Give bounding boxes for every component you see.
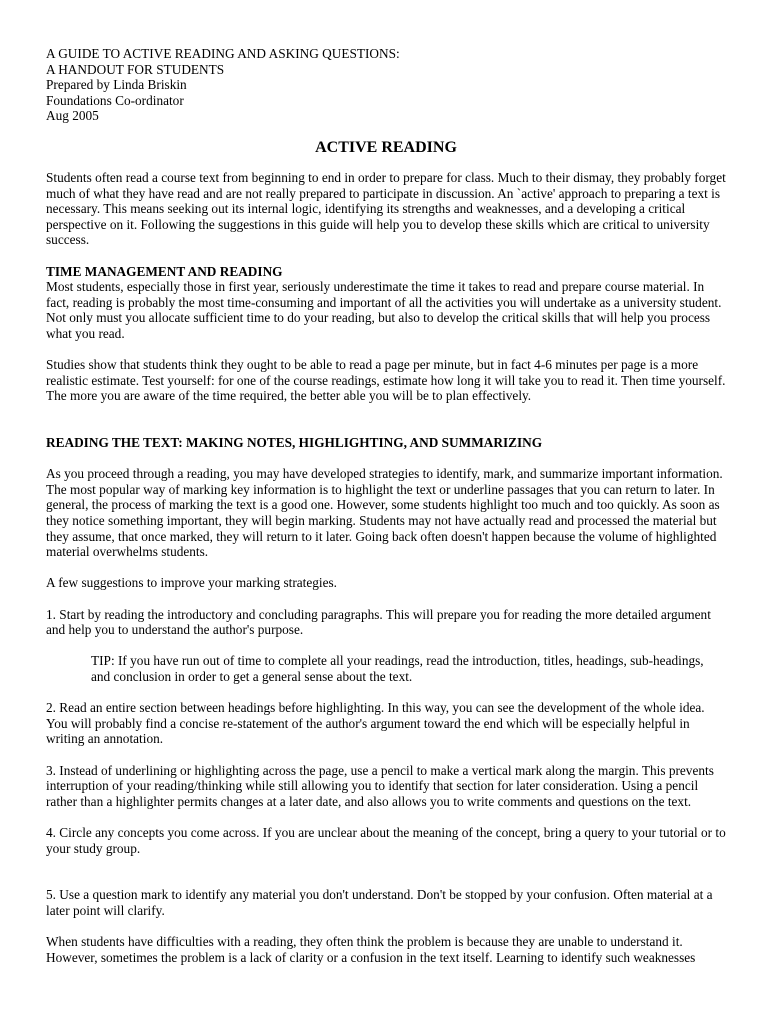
header-subtitle: A HANDOUT FOR STUDENTS	[46, 61, 225, 77]
reading-text-paragraph-1: As you proceed through a reading, you may have developed strategies to identify, mark, and summarize important information. The most popular way of marking key information is to highlight the text or underline passages that you can return to later. In general, the process of marking the text is a good one. However, some students highlight too much and too quickly. As soon as they notice something important, they will begin marking. Students may not have actually read and processed the material but they assume, that once marked, they will return to it later. Going back often doesn't happen because the volume of highlighted material overwhelms students.	[46, 466, 723, 560]
suggestion-item-4: 4. Circle any concepts you come across. If you are unclear about the meaning of the concept, bring a query to your tutorial or to your study group.	[46, 824, 726, 856]
header-author-role: Foundations Co-ordinator	[46, 92, 184, 108]
header-date: Aug 2005	[46, 108, 99, 124]
suggestion-item-1: 1. Start by reading the introductory and concluding paragraphs. This will prepare you for reading the more detailed argument and help you to understand the author's purpose.	[46, 606, 711, 638]
suggestion-item-5: 5. Use a question mark to identify any material you don't understand. Don't be stopped by your confusion. Often material at a later point will clarify.	[46, 887, 713, 918]
document-page	[46, 46, 726, 981]
header-author: Prepared by Linda Briskin	[46, 77, 187, 93]
header-guide-title: A GUIDE TO ACTIVE READING AND ASKING QUESTIONS:	[46, 46, 400, 61]
time-management-paragraph-2: Studies show that students think they ought to be able to read a page per minute, but in fact 4-6 minutes per page is a more realistic estimate. Test yourself: for one of the course readings, estimate how long it will take you to read it. Then time yourself. The more you are aware of the time required, the better able you will be to plan effectively.	[46, 357, 726, 404]
section-heading-reading-text: READING THE TEXT: MAKING NOTES, HIGHLIGHTING, AND SUMMARIZING	[46, 435, 543, 451]
intro-paragraph: Students often read a course text from beginning to end in order to prepare for class. Much to their dismay, they probably forget much of what they have read and are not really prepared to participate in discussion. An `active' approach to preparing a text is necessary. This means seeking out its internal logic, identifying its strengths and weaknesses, and a developing a critical perspective on it. Following the suggestions in this guide will help you to develop these skills which are critical to university success.	[46, 169, 726, 248]
page-title: ACTIVE READING	[315, 138, 457, 156]
reading-text-paragraph-3: When students have difficulties with a reading, they often think the problem is because they are unable to understand it. However, sometimes the problem is a lack of clarity or a confusion in the text itself. Learning to identify such weaknesses	[46, 934, 696, 965]
document-header	[46, 46, 726, 124]
suggestion-item-3: 3. Instead of underlining or highlighting across the page, use a pencil to make a vertical mark along the margin. This prevents interruption of your reading/thinking while still allowing you to identify that section for later consideration. Using a pencil rather than a highlighter permits changes at a later date, and also allows you to write comments and questions on the text.	[46, 762, 714, 809]
section-heading-time-management: TIME MANAGEMENT AND READING	[46, 263, 283, 279]
section-reading-text	[46, 435, 726, 965]
time-management-paragraph-1: Most students, especially those in first year, seriously underestimate the time it takes to read and prepare course material. In fact, reading is probably the most time-consuming and important of all the activities you will undertake as a university student. Not only must you allocate sufficient time to do your reading, but also to develop the critical skills that will help you process what you read.	[46, 279, 722, 341]
reading-text-paragraph-2: A few suggestions to improve your marking strategies.	[46, 575, 338, 591]
section-time-management	[46, 264, 726, 404]
tip-paragraph: TIP: If you have run out of time to complete all your readings, read the introduction, titles, headings, sub-headings, and conclusion in order to get a general sense about the text.	[91, 653, 704, 684]
suggestion-item-2: 2. Read an entire section between headings before highlighting. In this way, you can see the development of the whole idea. You will probably find a concise re-statement of the author's argument toward the end which will be especially helpful in writing an annotation.	[46, 700, 705, 747]
